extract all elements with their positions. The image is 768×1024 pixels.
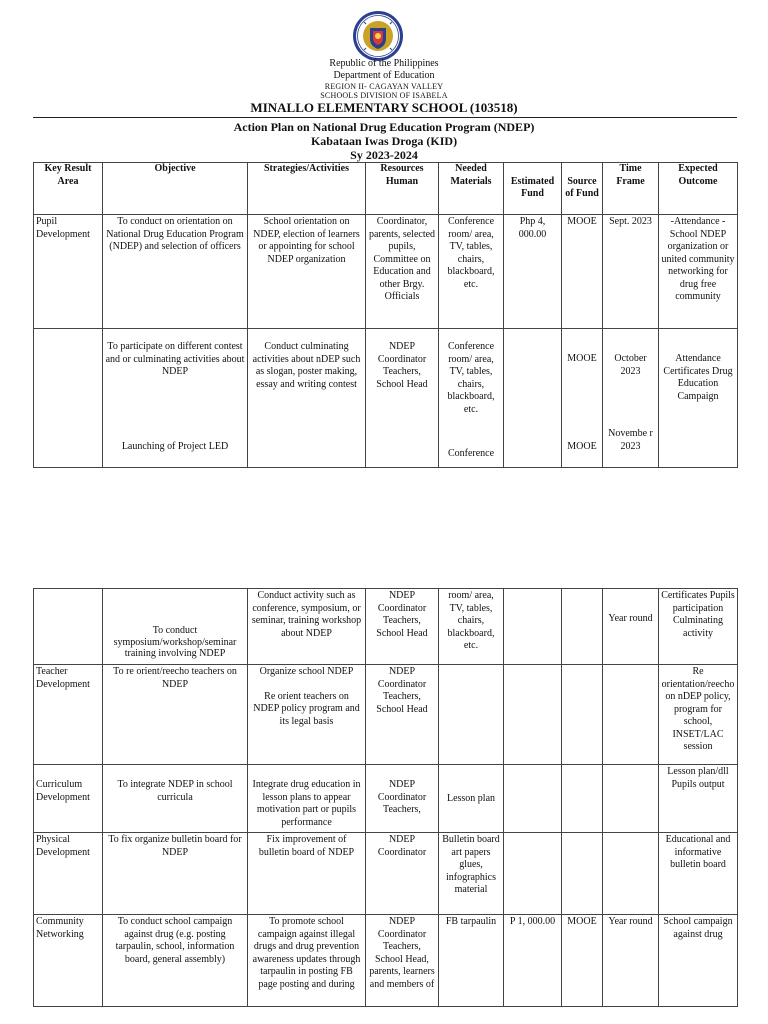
cell-time-frame bbox=[603, 833, 659, 915]
header-strategies: Strategies/Activities bbox=[248, 163, 366, 215]
cell-outcome: Certificates Pupils participation Culminating activity bbox=[659, 589, 738, 665]
table-header-row bbox=[34, 163, 738, 215]
cell-human: NDEP Coordinator bbox=[366, 833, 439, 915]
cell-estimated-fund bbox=[504, 329, 562, 468]
republic-line: Republic of the Philippines bbox=[329, 58, 439, 69]
cell-materials bbox=[439, 329, 504, 468]
materials-list: Conference room/ area, TV, tables, chairs, blackboard, etc. bbox=[447, 341, 495, 415]
table-row bbox=[34, 589, 738, 665]
cell-objective: To re orient/reecho teachers on NDEP bbox=[103, 665, 248, 765]
school-year: Sy 2023-2024 bbox=[350, 148, 418, 162]
cell-kra: Pupil Development bbox=[34, 215, 103, 329]
cell-strategies bbox=[248, 665, 366, 765]
table-row bbox=[34, 215, 738, 329]
header-resources: Resources bbox=[380, 163, 424, 174]
header-materials-label: Materials bbox=[450, 175, 492, 187]
cell-estimated-fund bbox=[504, 765, 562, 833]
plan-title: Action Plan on National Drug Education Program (NDEP) bbox=[233, 120, 535, 134]
cell-strategies: Fix improvement of bulletin board of NDEP bbox=[248, 833, 366, 915]
plan-subtitle: Kabataan Iwas Droga (KID) bbox=[310, 134, 458, 148]
header-objective: Objective bbox=[103, 163, 248, 215]
deped-seal-logo bbox=[352, 10, 404, 62]
cell-objective: To fix organize bulletin board for NDEP bbox=[103, 833, 248, 915]
header-estimated-fund bbox=[504, 163, 562, 215]
cell-objective: To conduct school campaign against drug (e.g. posting tarpaulin, school, information board, general assembly) bbox=[103, 915, 248, 1007]
cell-strategies: Integrate drug education in lesson plans to appear motivation part or pupils performance bbox=[248, 765, 366, 833]
cell-outcome: Attendance Certificates Drug Education Campaign bbox=[659, 329, 738, 468]
cell-source bbox=[562, 765, 603, 833]
cell-human: NDEP Coordinator Teachers, School Head bbox=[366, 589, 439, 665]
cell-strategies: Conduct activity such as conference, symposium, or seminar, training workshop about NDEP bbox=[248, 589, 366, 665]
cell-outcome: Re orientation/reecho on nDEP policy, program for school, INSET/LAC session bbox=[659, 665, 738, 765]
cell-objective: To conduct symposium/workshop/seminar training involving NDEP bbox=[103, 589, 248, 665]
header-expected-outcome: Expected Outcome bbox=[659, 163, 738, 215]
cell-time-frame: Year round bbox=[603, 589, 659, 665]
table-row bbox=[34, 329, 738, 468]
cell-kra bbox=[34, 589, 103, 665]
cell-time-frame: Year round bbox=[603, 915, 659, 1007]
cell-time-frame bbox=[603, 765, 659, 833]
cell-source bbox=[562, 833, 603, 915]
region-line: REGION II- CAGAYAN VALLEY bbox=[324, 82, 444, 91]
cell-source: MOOE bbox=[562, 215, 603, 329]
cell-strategies: Conduct culminating activities about nDEP such as slogan, poster making, essay and writing contest bbox=[248, 329, 366, 468]
department-line: Department of Education bbox=[333, 70, 435, 81]
header-materials bbox=[439, 163, 504, 215]
table-row bbox=[34, 765, 738, 833]
header-estimated-label: Estimated Fund bbox=[510, 175, 555, 199]
objective-contest: To participate on different contest and or culminating activities about NDEP bbox=[105, 341, 245, 377]
cell-human: NDEP Coordinator Teachers, bbox=[366, 765, 439, 833]
header-time-frame: Time Frame bbox=[603, 163, 659, 215]
cell-strategies: To promote school campaign against illegal drugs and drug prevention awareness updates through tarpaulin in posting FB page posting and during bbox=[248, 915, 366, 1007]
cell-human: NDEP Coordinator Teachers, School Head bbox=[366, 329, 439, 468]
cell-outcome: Lesson plan/dll Pupils output bbox=[659, 765, 738, 833]
materials-conference: Conference bbox=[447, 448, 495, 459]
cell-materials bbox=[439, 665, 504, 765]
cell-strategies: School orientation on NDEP, election of learners or appointing for school NDEP organization bbox=[248, 215, 366, 329]
school-name: MINALLO ELEMENTARY SCHOOL (103518) bbox=[250, 100, 518, 115]
cell-estimated-fund bbox=[504, 589, 562, 665]
division-line: SCHOOLS DIVISION OF ISABELA bbox=[320, 91, 448, 100]
strategy-organize: Organize school NDEP bbox=[259, 666, 354, 677]
cell-estimated-fund bbox=[504, 665, 562, 765]
source-mooe: MOOE bbox=[567, 353, 597, 364]
cell-kra: Physical Development bbox=[34, 833, 103, 915]
cell-materials: FB tarpaulin bbox=[439, 915, 504, 1007]
cell-materials: room/ area, TV, tables, chairs, blackboard, etc. bbox=[439, 589, 504, 665]
table-row bbox=[34, 665, 738, 765]
time-october: October 2023 bbox=[614, 353, 647, 377]
table-row bbox=[34, 915, 738, 1007]
cell-estimated-fund: Php 4, 000.00 bbox=[504, 215, 562, 329]
cell-estimated-fund: P 1, 000.00 bbox=[504, 915, 562, 1007]
strategy-reorient: Re orient teachers on NDEP policy program and its legal basis bbox=[253, 690, 360, 727]
header-human bbox=[366, 163, 439, 215]
header-source-label: Source of Fund bbox=[565, 175, 599, 199]
spacer bbox=[105, 379, 245, 441]
cell-materials: Bulletin board art papers glues, infographics material bbox=[439, 833, 504, 915]
cell-source bbox=[562, 329, 603, 468]
cell-kra: Community Networking bbox=[34, 915, 103, 1007]
header-key-result-area: Key Result Area bbox=[34, 163, 103, 215]
header-needed: Needed bbox=[455, 163, 487, 174]
cell-human: Coordinator, parents, selected pupils, Committee on Education and other Brgy. Officials bbox=[366, 215, 439, 329]
cell-kra: Teacher Development bbox=[34, 665, 103, 765]
spacer bbox=[250, 679, 363, 691]
spacer bbox=[441, 416, 501, 448]
spacer bbox=[564, 366, 600, 441]
spacer bbox=[605, 378, 656, 428]
cell-materials: Lesson plan bbox=[439, 765, 504, 833]
cell-source bbox=[562, 589, 603, 665]
cell-kra bbox=[34, 329, 103, 468]
cell-human: NDEP Coordinator Teachers, School Head bbox=[366, 665, 439, 765]
cell-objective: To integrate NDEP in school curricula bbox=[103, 765, 248, 833]
action-plan-table-page2 bbox=[33, 588, 738, 1007]
cell-outcome: Educational and informative bulletin board bbox=[659, 833, 738, 915]
objective-project-led: Launching of Project LED bbox=[121, 440, 229, 452]
cell-human: NDEP Coordinator Teachers, School Head, parents, learners and members of bbox=[366, 915, 439, 1007]
cell-kra: Curriculum Development bbox=[34, 765, 103, 833]
action-plan-table-page1 bbox=[33, 162, 738, 468]
cell-outcome: -Attendance -School NDEP organization or united community networking for drug free community bbox=[659, 215, 738, 329]
cell-materials: Conference room/ area, TV, tables, chairs, blackboard, etc. bbox=[439, 215, 504, 329]
cell-outcome: School campaign against drug bbox=[659, 915, 738, 1007]
source-mooe-2: MOOE bbox=[567, 440, 597, 452]
cell-time-frame bbox=[603, 329, 659, 468]
cell-estimated-fund bbox=[504, 833, 562, 915]
cell-source: MOOE bbox=[562, 915, 603, 1007]
table-row bbox=[34, 833, 738, 915]
cell-time-frame bbox=[603, 665, 659, 765]
header-human-label: Human bbox=[385, 175, 419, 187]
cell-time-frame: Sept. 2023 bbox=[603, 215, 659, 329]
cell-source bbox=[562, 665, 603, 765]
header-source-of-fund bbox=[562, 163, 603, 215]
time-november: Novembe r 2023 bbox=[608, 428, 653, 452]
header-divider bbox=[33, 117, 737, 118]
cell-objective: To conduct on orientation on National Drug Education Program (NDEP) and selection of officers bbox=[103, 215, 248, 329]
cell-objective bbox=[103, 329, 248, 468]
